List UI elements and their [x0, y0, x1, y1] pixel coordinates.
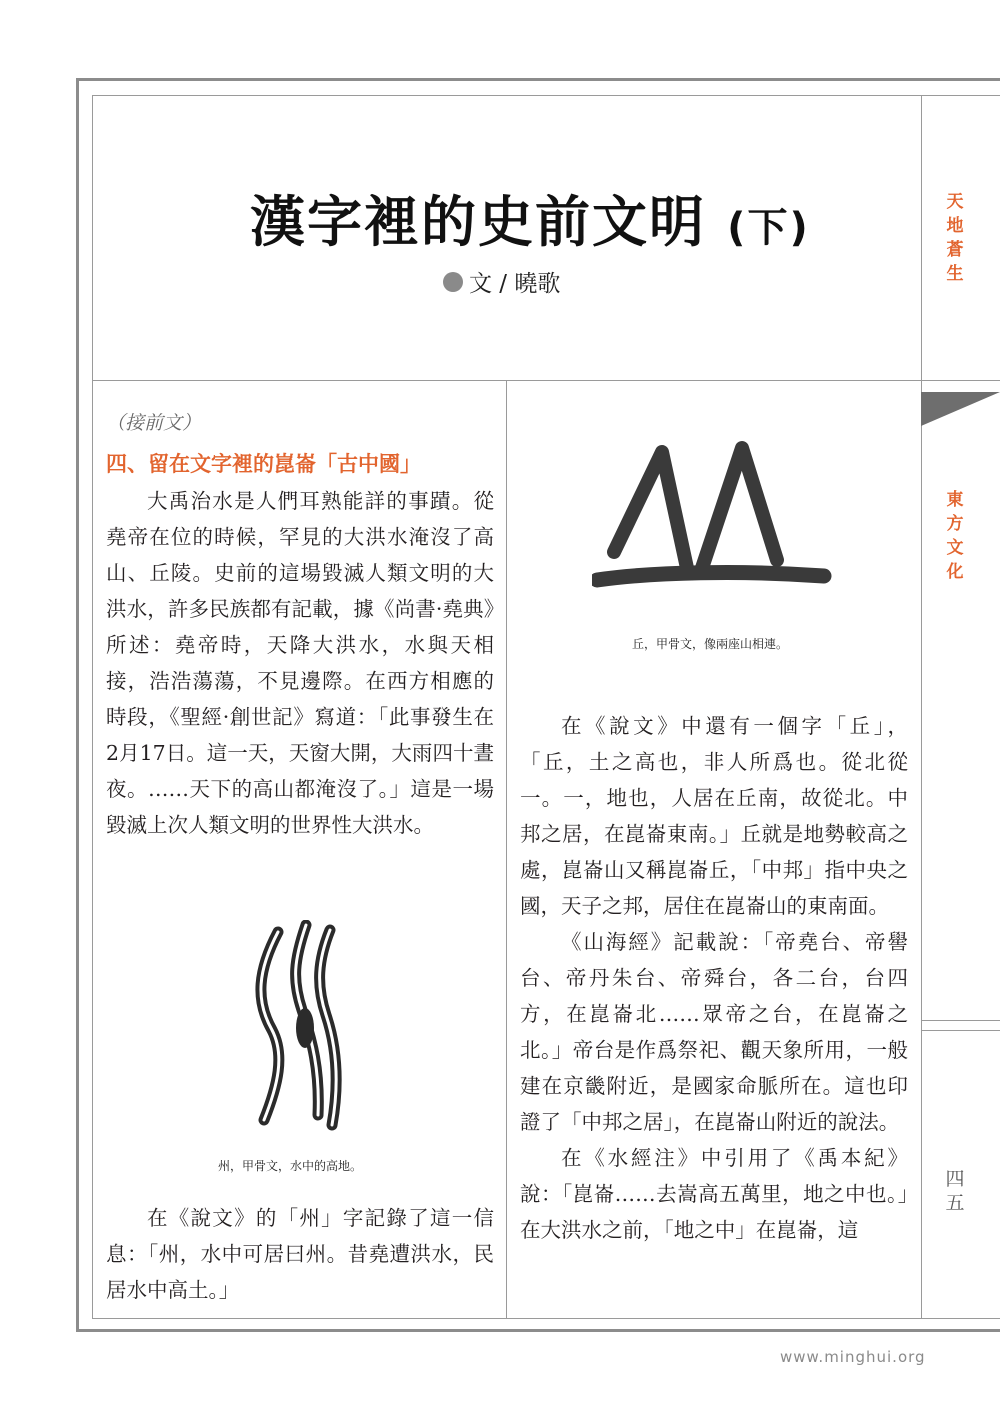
- tab-dongfang-wenhua[interactable]: 東 方 文 化: [946, 490, 964, 582]
- column-divider: [506, 380, 507, 1319]
- section-heading: 四、留在文字裡的崑崙「古中國」: [106, 452, 421, 476]
- paragraph: 大禹治水是人們耳熟能詳的事蹟。從堯帝在位的時候，罕見的大洪水淹沒了高山、丘陵。史前的這場毀滅人類文明的大洪水，許多民族都有記載，據《尚書·堯典》所述：堯帝時，天降大洪水，水與天相接，浩浩蕩蕩，不見邊際。在西方相應的時段，《聖經·創世記》寫道：「此事發生在2月17日。這一天，天窗大開，大雨四十晝夜。……天下的高山都淹沒了。」這是一場毀滅上次人類文明的世界性大洪水。: [106, 489, 494, 837]
- byline: [443, 265, 560, 298]
- qiu-oracle-glyph: [592, 440, 832, 595]
- sidebar-divider: [921, 95, 922, 1319]
- title-suffix: (下): [727, 205, 810, 251]
- zhou-oracle-glyph: [250, 920, 360, 1140]
- left-column-text: [106, 483, 494, 843]
- paragraph: 在《說文》的「州」字記錄了這一信息：「州，水中可居曰州。昔堯遭洪水，民居水中高土。」: [106, 1206, 494, 1302]
- author: 文 / 曉歌: [469, 271, 561, 297]
- page-title: [250, 178, 850, 257]
- sidebar-rule-1: [921, 1020, 1000, 1021]
- footer-url[interactable]: www.minghui.org: [780, 1348, 926, 1366]
- bullet-dot-icon: [443, 272, 463, 292]
- header-divider: [92, 380, 1000, 381]
- tab-marker-icon: [921, 392, 1000, 428]
- zhou-caption: 州，甲骨文，水中的高地。: [217, 1159, 362, 1173]
- continued-note: （接前文）: [106, 412, 202, 434]
- paragraph: 在《說文》中還有一個字「丘」，「丘，土之高也，非人所爲也。從北從一。一，地也，人居在丘南，故從北。中邦之居，在崑崙東南。」丘就是地勢較高之處，崑崙山又稱崑崙丘，「中邦」指中央之國，天子之邦，居住在崑崙山的東南面。: [520, 714, 908, 918]
- page-number: 四 五: [945, 1168, 965, 1214]
- paragraph: 《山海經》記載說：「帝堯台、帝嚳台、帝丹朱台、帝舜台，各二台，台四方，在崑崙北……眾帝之台，在崑崙之北。」帝台是作爲祭祀、觀天象所用，一般建在京畿附近，是國家命脈所在。這也印證了「中邦之居」，在崑崙山附近的說法。: [520, 930, 908, 1134]
- right-column-text: [520, 708, 908, 1248]
- paragraph: 在《水經注》中引用了《禹本紀》說：「崑崙……去嵩高五萬里，地之中也。」在大洪水之前，「地之中」在崑崙，這: [520, 1146, 908, 1242]
- left-column-text-2: [106, 1200, 494, 1308]
- sidebar-rule-2: [921, 1030, 1000, 1031]
- title-main: 漢字裡的史前文明: [250, 189, 707, 254]
- qiu-caption: 丘，甲骨文，像兩座山相連。: [631, 637, 788, 651]
- tab-tiandi-cangsheng[interactable]: 天 地 蒼 生: [946, 192, 964, 284]
